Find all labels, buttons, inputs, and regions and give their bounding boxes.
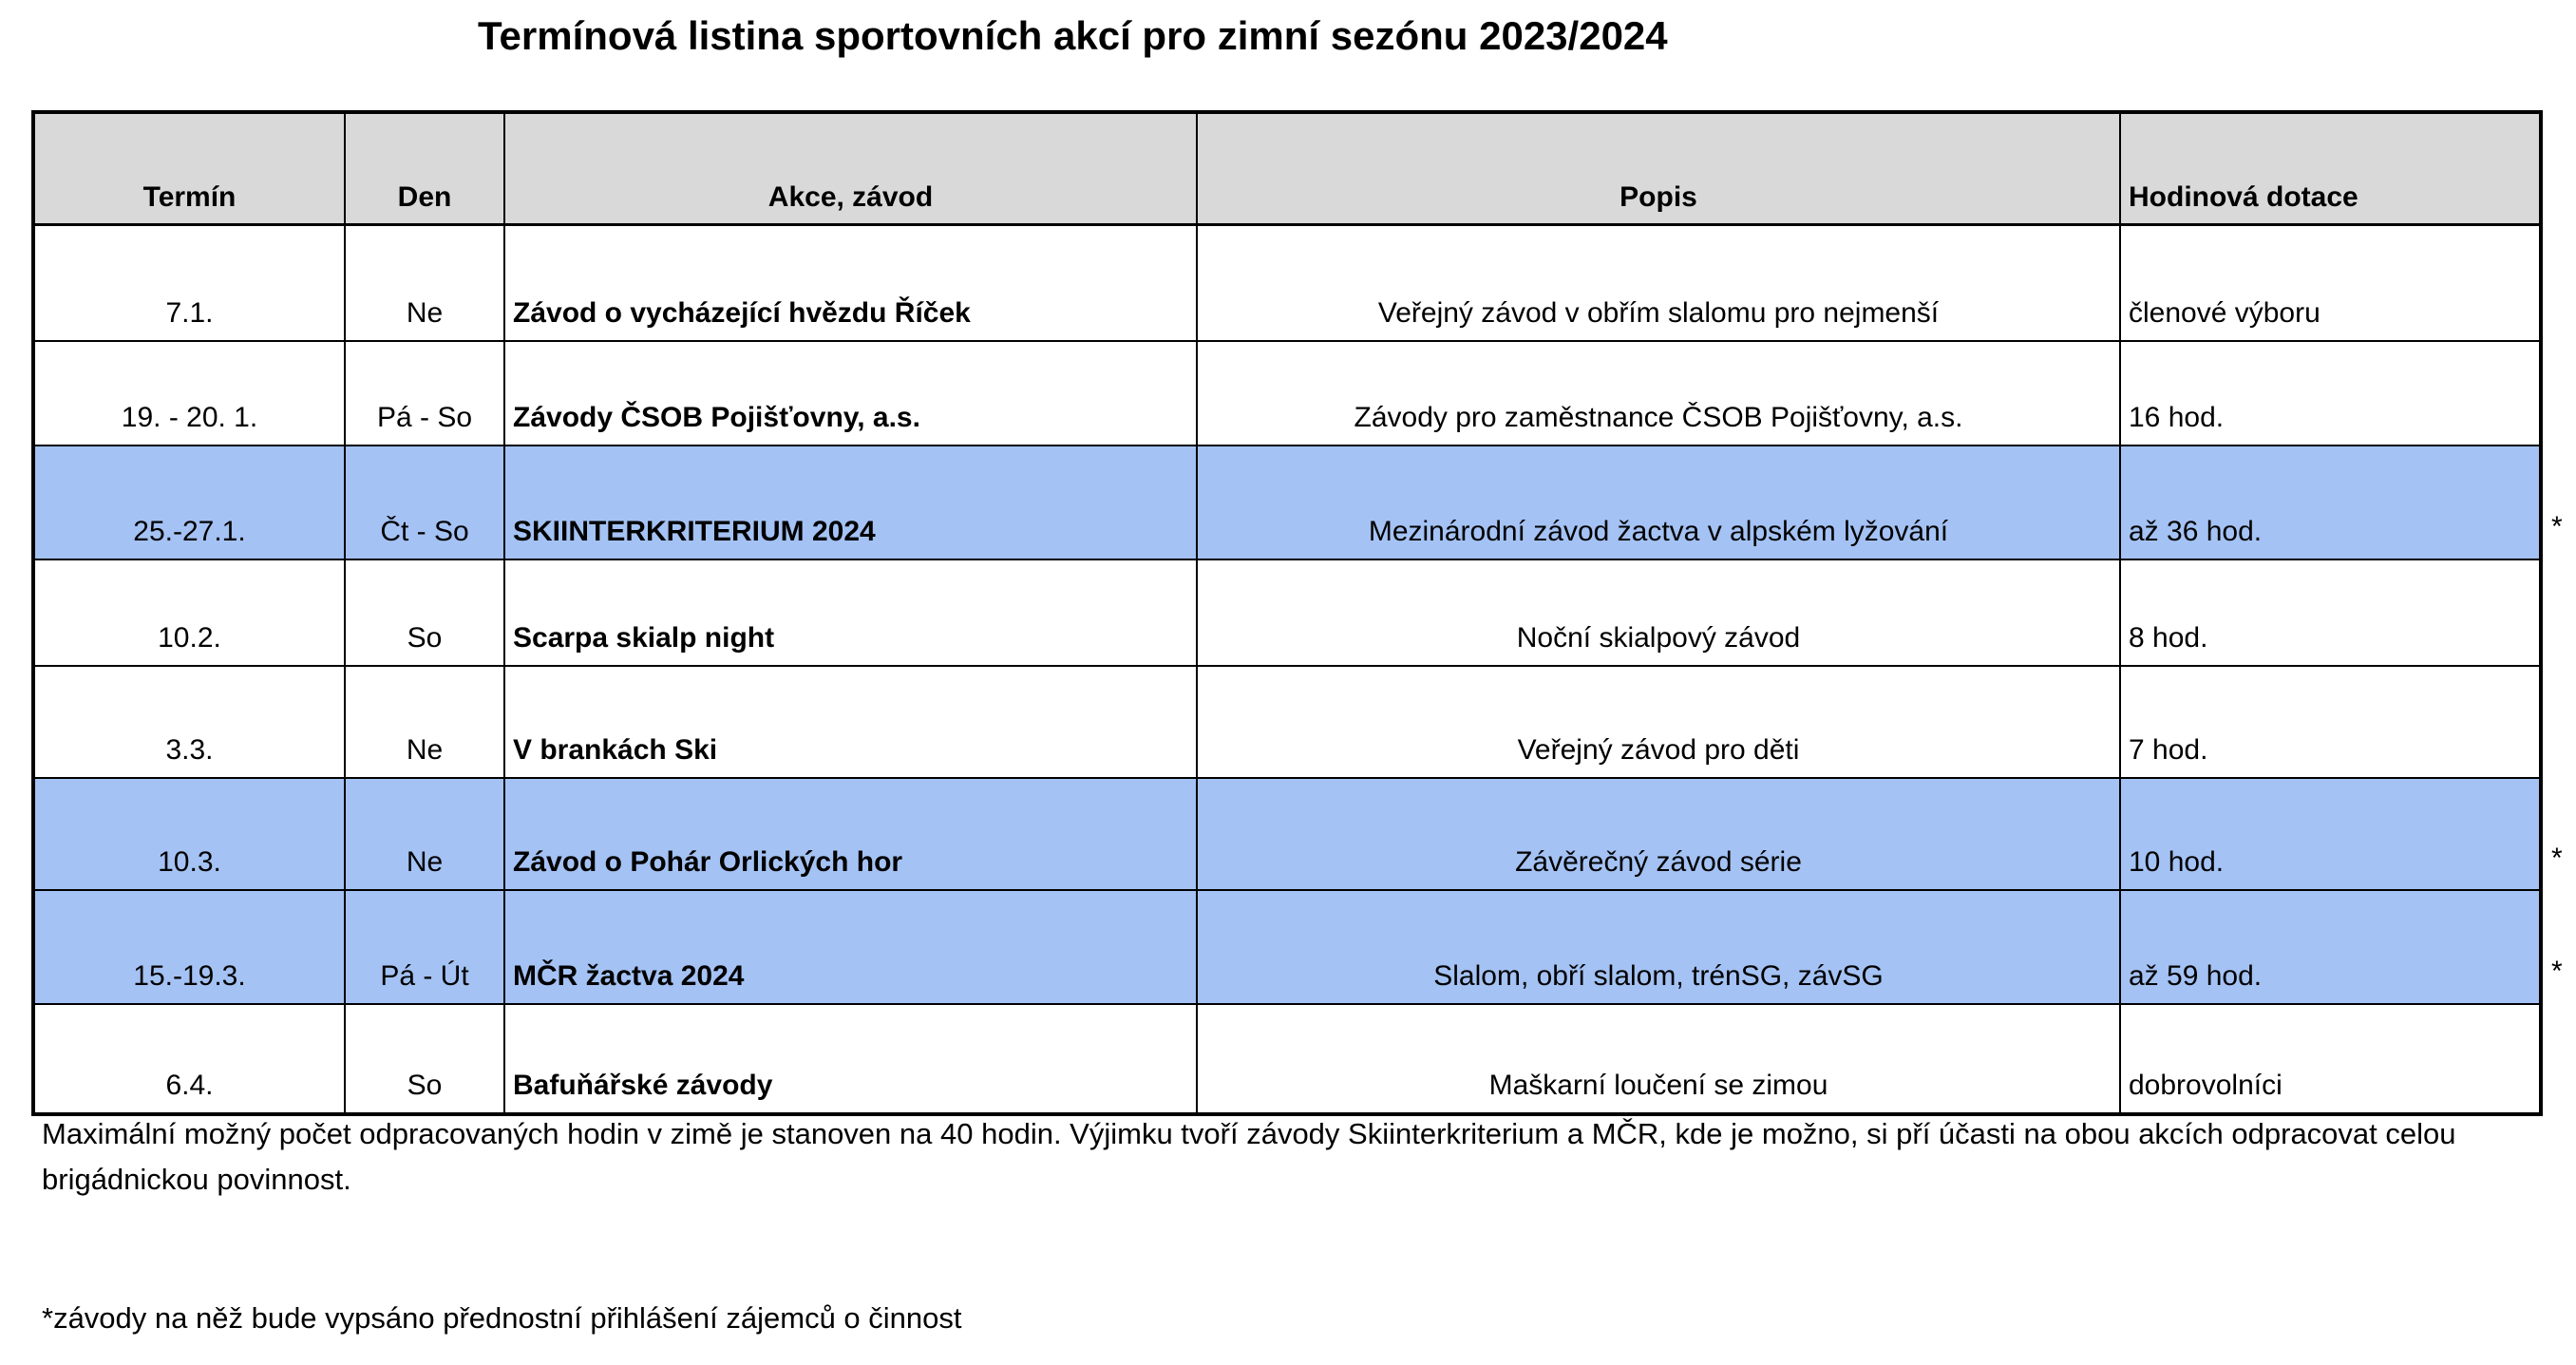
column-header-day: Den [345,112,504,225]
cell-event: V brankách Ski [504,666,1197,778]
cell-hours: až 59 hod. [2120,890,2541,1004]
cell-description: Slalom, obří slalom, trénSG, závSG [1197,890,2120,1004]
table-row [33,341,2541,446]
column-header-hours: Hodinová dotace [2120,112,2541,225]
cell-day: Čt - So [345,446,504,559]
cell-description: Závěrečný závod série [1197,778,2120,890]
table-row [33,890,2541,1004]
table-row [33,225,2541,341]
cell-day: Pá - So [345,341,504,446]
cell-description: Noční skialpový závod [1197,559,2120,666]
table-row [33,559,2541,666]
cell-hours: 7 hod. [2120,666,2541,778]
cell-event: MČR žactva 2024 [504,890,1197,1004]
cell-term: 10.3. [33,778,345,890]
cell-term: 6.4. [33,1004,345,1114]
column-header-description: Popis [1197,112,2120,225]
page-title: Termínová listina sportovních akcí pro zimní sezónu 2023/2024 [478,13,1668,58]
header-row [33,112,2541,225]
cell-description: Veřejný závod v obřím slalomu pro nejmenší [1197,225,2120,341]
cell-term: 25.-27.1. [33,446,345,559]
row-asterisk: * [2551,842,2563,874]
cell-day: So [345,559,504,666]
cell-term: 7.1. [33,225,345,341]
cell-hours: 10 hod. [2120,778,2541,890]
cell-hours: 8 hod. [2120,559,2541,666]
cell-day: Ne [345,225,504,341]
cell-term: 3.3. [33,666,345,778]
table-row [33,1004,2541,1114]
hours-note: Maximální možný počet odpracovaných hodin v zimě je stanoven na 40 hodin. Výjimku tvoří závody Skiinterkriterium a MČR, kde je možno, si pří účasti na obou akcích odpracovat celou brigádnickou povinnost. [42,1117,2456,1196]
row-asterisk: * [2551,956,2563,988]
asterisk-footnote: *závody na něž bude vypsáno přednostní přihlášení zájemců o činnost [42,1301,962,1335]
cell-day: So [345,1004,504,1114]
cell-description: Závody pro zaměstnance ČSOB Pojišťovny, a.s. [1197,341,2120,446]
table-row [33,778,2541,890]
cell-day: Pá - Út [345,890,504,1004]
cell-event: Závod o Pohár Orlických hor [504,778,1197,890]
cell-event: SKIINTERKRITERIUM 2024 [504,446,1197,559]
cell-event: Scarpa skialp night [504,559,1197,666]
events-table [31,110,2543,1116]
column-header-event: Akce, závod [504,112,1197,225]
column-header-term: Termín [33,112,345,225]
cell-hours: dobrovolníci [2120,1004,2541,1114]
cell-hours: členové výboru [2120,225,2541,341]
cell-event: Závod o vycházející hvězdu Říček [504,225,1197,341]
cell-hours: až 36 hod. [2120,446,2541,559]
cell-event: Bafuňářské závody [504,1004,1197,1114]
cell-term: 19. - 20. 1. [33,341,345,446]
cell-day: Ne [345,778,504,890]
cell-event: Závody ČSOB Pojišťovny, a.s. [504,341,1197,446]
cell-day: Ne [345,666,504,778]
table-row [33,666,2541,778]
table-row [33,446,2541,559]
cell-term: 10.2. [33,559,345,666]
cell-description: Mezinárodní závod žactva v alpském lyžování [1197,446,2120,559]
cell-hours: 16 hod. [2120,341,2541,446]
cell-term: 15.-19.3. [33,890,345,1004]
cell-description: Maškarní loučení se zimou [1197,1004,2120,1114]
cell-description: Veřejný závod pro děti [1197,666,2120,778]
table-body [33,225,2541,1114]
row-asterisk: * [2551,511,2563,543]
